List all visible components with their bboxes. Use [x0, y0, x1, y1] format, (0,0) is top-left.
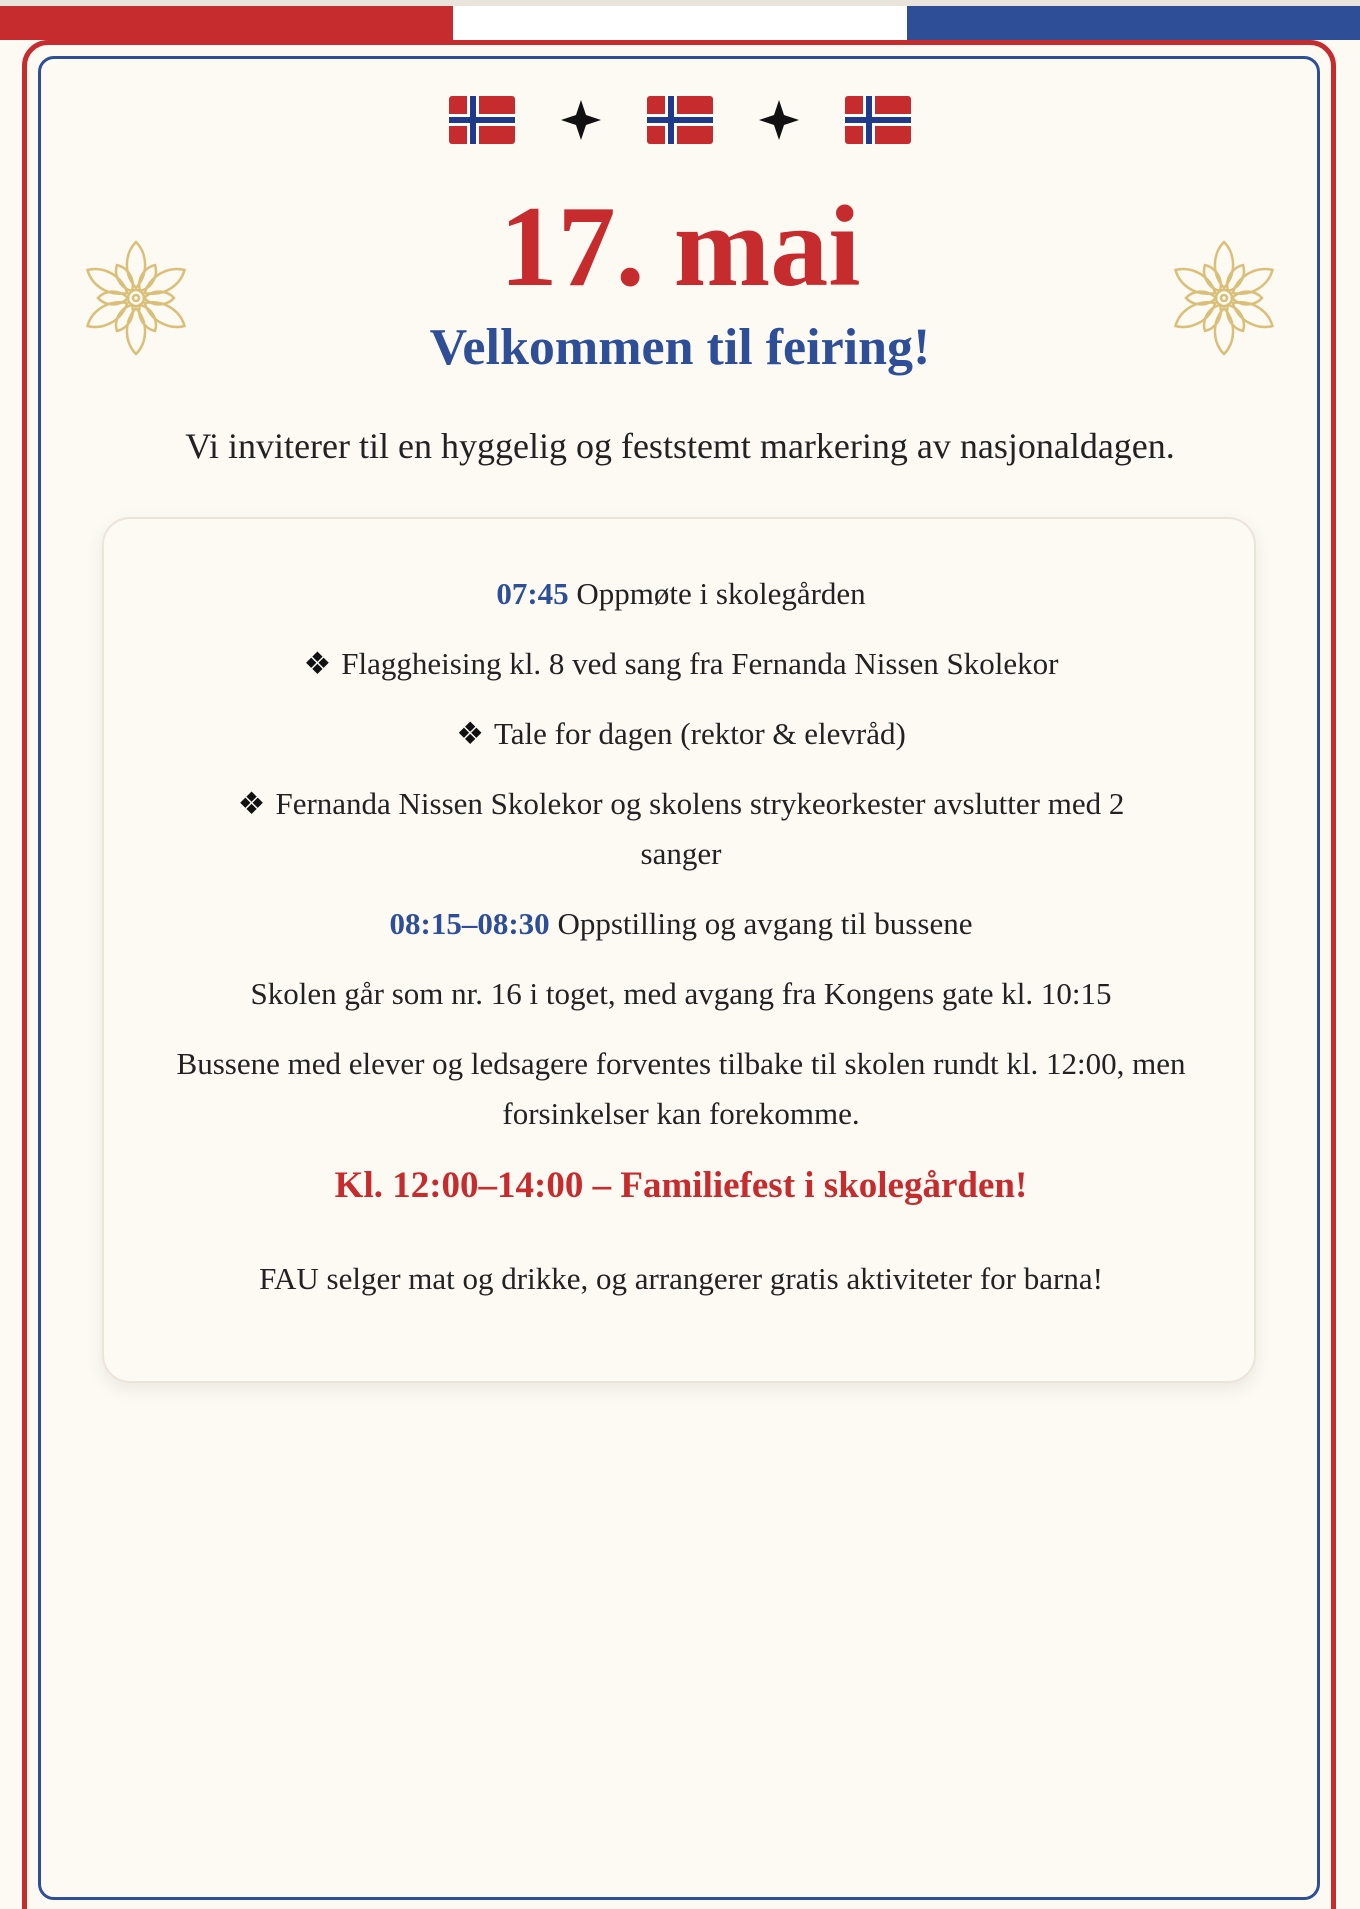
program-card [102, 517, 1256, 1383]
program-footer: FAU selger mat og drikke, og arrangerer gratis aktiviteter for barna! [259, 1261, 1103, 1296]
tricolor-stripe [0, 0, 1360, 40]
stripe-red [0, 0, 453, 40]
bullet-text: Fernanda Nissen Skolekor og skolens strykeorkester avslutter med 2 sanger [275, 786, 1125, 871]
program-bullet-speech [104, 709, 1258, 759]
page-title: 17. mai [499, 183, 861, 311]
program-item-meetup [104, 569, 1258, 619]
program-bullet-flag-raising [104, 639, 1258, 689]
program-bullet-choir [104, 779, 1258, 879]
program-item-text: Oppmøte i skolegården [576, 576, 866, 611]
intro-text: Vi inviterer til en hyggelig og feststemt markering av nasjonaldagen. [185, 426, 1175, 466]
bullet-text: Flaggheising kl. 8 ved sang fra Fernanda Nissen Skolekor [341, 646, 1059, 681]
program-item-text: Oppstilling og avgang til bussene [557, 906, 973, 941]
page-subtitle: Velkommen til feiring! [429, 319, 931, 376]
four-point-star-icon [757, 98, 801, 142]
diamond-bullet-icon: ❖ [237, 786, 266, 821]
norway-flag-icon [845, 96, 911, 144]
flag-row [0, 92, 1360, 148]
time-label: 07:45 [496, 576, 569, 611]
time-label: 08:15–08:30 [389, 906, 550, 941]
stripe-top-edge [0, 0, 1360, 6]
stripe-white [453, 0, 906, 40]
diamond-bullet-icon: ❖ [456, 716, 484, 751]
norway-flag-icon [647, 96, 713, 144]
program-item-departure [104, 899, 1258, 949]
program-line-return: Bussene med elever og ledsagere forventes tilbake til skolen rundt kl. 12:00, men forsinkelser kan forekomme. [176, 1046, 1186, 1131]
norway-flag-icon [449, 96, 515, 144]
stripe-blue [907, 0, 1360, 40]
four-point-star-icon [559, 98, 603, 142]
bullet-text: Tale for dagen (rektor & elevråd) [493, 716, 906, 751]
program-line-parade: Skolen går som nr. 16 i toget, med avgang fra Kongens gate kl. 10:15 [250, 976, 1112, 1011]
diamond-bullet-icon: ❖ [303, 646, 332, 681]
program-highlight: Kl. 12:00–14:00 – Familiefest i skolegården! [334, 1165, 1028, 1206]
